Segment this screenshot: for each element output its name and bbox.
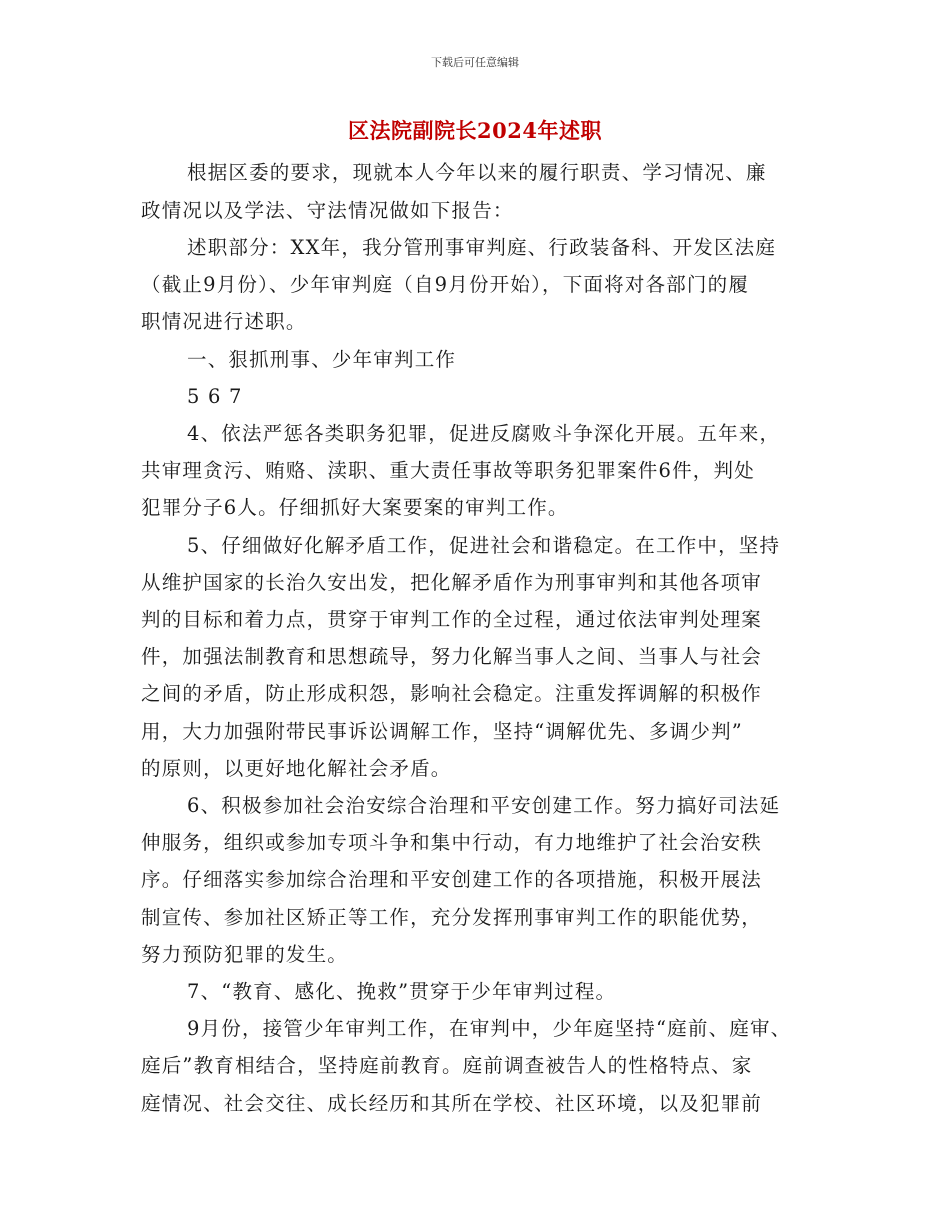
body-line: 7、“教育、感化、挽救”贯穿于少年审判过程。 xyxy=(187,980,617,1003)
body-line: 之间的矛盾，防止形成积怨，影响社会稳定。注重发挥调解的积极作 xyxy=(141,682,763,705)
body-line: 用，大力加强附带民事诉讼调解工作，坚持“调解优先、多调少判” xyxy=(141,720,743,743)
body-line: 5、仔细做好化解矛盾工作，促进社会和谐稳定。在工作中，坚持 xyxy=(187,534,781,557)
body-line: 9月份，接管少年审判工作，在审判中，少年庭坚持“庭前、庭审、 xyxy=(187,1017,792,1040)
body-line: 5 6 7 xyxy=(187,385,243,408)
body-line: 从维护国家的长治久安出发，把化解矛盾作为刑事审判和其他各项审 xyxy=(141,571,763,594)
body-line: 一、狠抓刑事、少年审判工作 xyxy=(187,348,457,371)
body-line: 制宣传、参加社区矫正等工作，充分发挥刑事审判工作的职能优势， xyxy=(141,906,763,929)
body-line: 职情况进行述职。 xyxy=(141,310,307,333)
body-line: 判的目标和着力点，贯穿于审判工作的全过程，通过依法审判处理案 xyxy=(141,608,763,631)
document-title: 区法院副院长2024年述职 xyxy=(348,118,602,143)
body-line: 4、依法严惩各类职务犯罪，促进反腐败斗争深化开展。五年来， xyxy=(187,422,781,445)
body-line: （截止9月份）、少年审判庭（自9月份开始），下面将对各部门的履 xyxy=(141,273,750,296)
body-line: 件，加强法制教育和思想疏导，努力化解当事人之间、当事人与社会 xyxy=(141,645,763,668)
body-line: 庭情况、社会交往、成长经历和其所在学校、社区环境，以及犯罪前 xyxy=(141,1092,763,1115)
body-line: 述职部分：XX年，我分管刑事审判庭、行政装备科、开发区法庭 xyxy=(187,236,777,259)
header-note: 下载后可任意编辑 xyxy=(431,56,519,69)
body-line: 庭后”教育相结合，坚持庭前教育。庭前调查被告人的性格特点、家 xyxy=(141,1054,753,1077)
body-line: 努力预防犯罪的发生。 xyxy=(141,943,349,966)
body-line: 伸服务，组织或参加专项斗争和集中行动，有力地维护了社会治安秩 xyxy=(141,831,763,854)
body-line: 政情况以及学法、守法情况做如下报告： xyxy=(141,199,514,222)
body-line: 6、积极参加社会治安综合治理和平安创建工作。努力搞好司法延 xyxy=(187,794,781,817)
body-line: 犯罪分子6人。仔细抓好大案要案的审判工作。 xyxy=(141,496,569,519)
body-line: 序。仔细落实参加综合治理和平安创建工作的各项措施，积极开展法 xyxy=(141,868,763,891)
body-line: 的原则，以更好地化解社会矛盾。 xyxy=(141,757,452,780)
body-line: 根据区委的要求，现就本人今年以来的履行职责、学习情况、廉 xyxy=(187,161,767,184)
body-line: 共审理贪污、贿赂、渎职、重大责任事故等职务犯罪案件6件，判处 xyxy=(141,459,755,482)
